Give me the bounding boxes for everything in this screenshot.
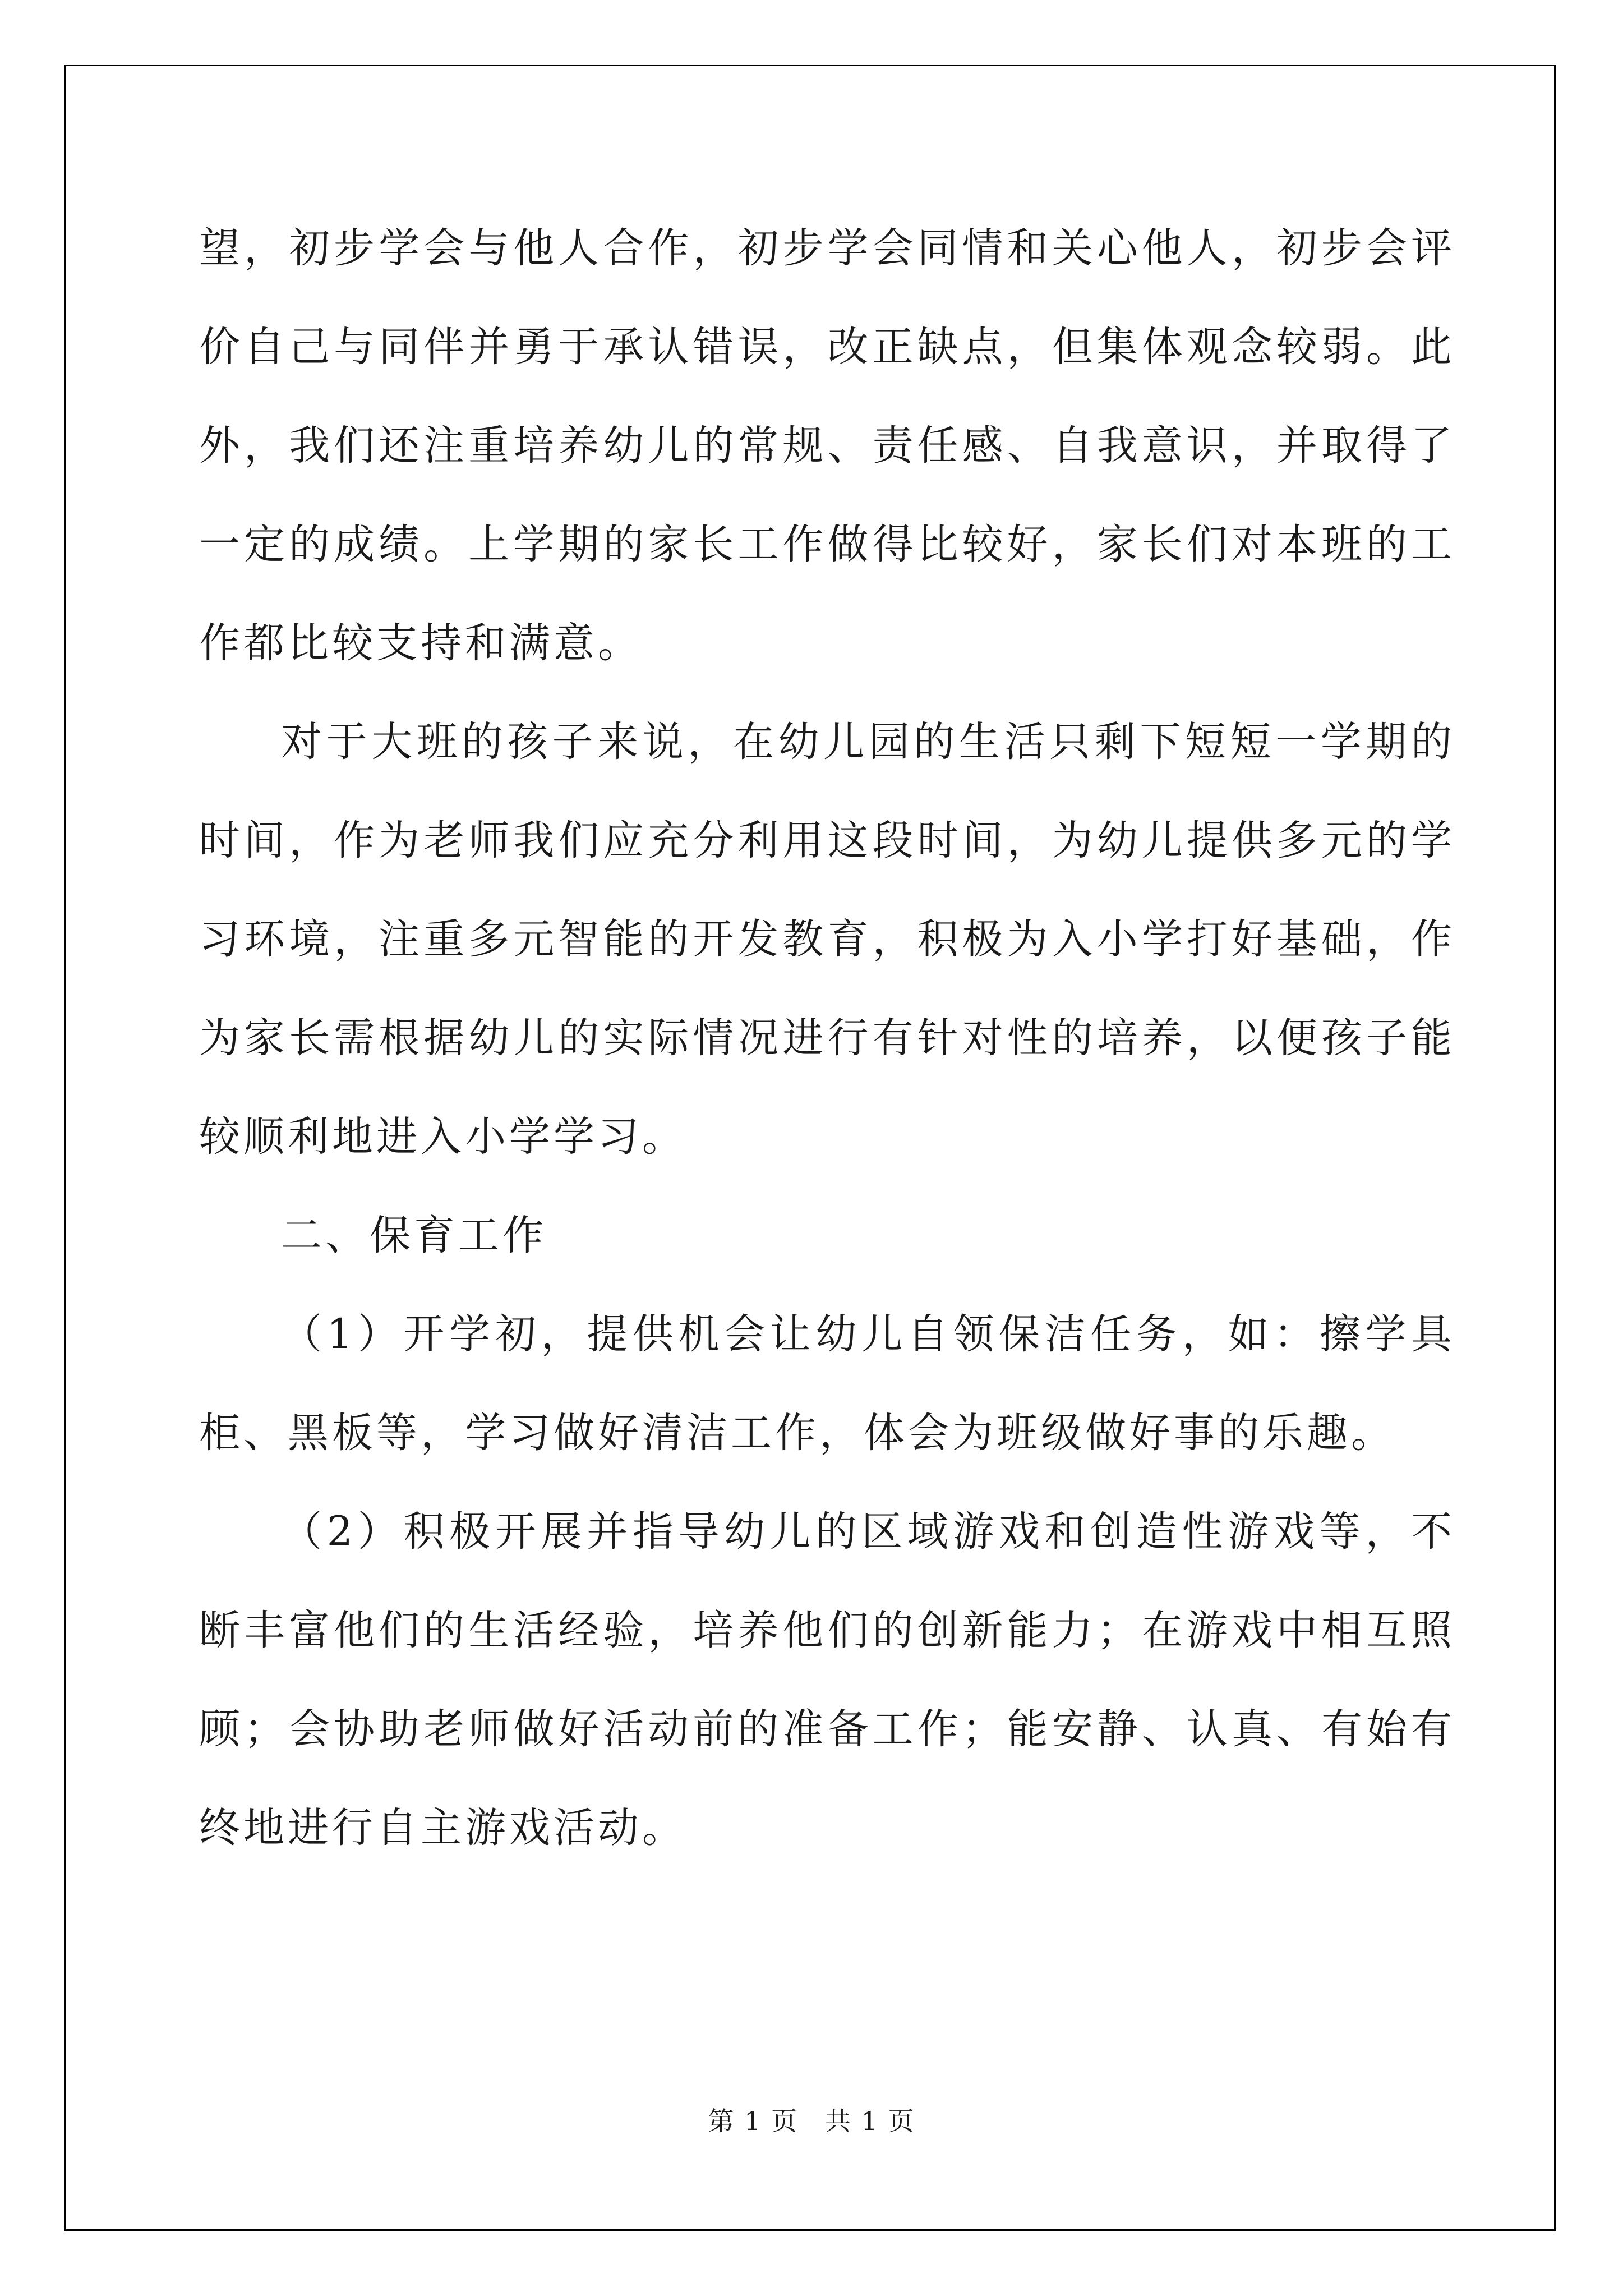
paragraph-senior-class-goals: 对于大班的孩子来说，在幼儿园的生活只剩下短短一学期的时间，作为老师我们应充分利用这段时间，为幼儿提供多元的学习环境，注重多元智能的开发教育，积极为入小学打好基础，作为家长需根据幼儿的实际情况进行有针对性的培养，以便孩子能较顺利地进入小学学习。 [199, 718, 1455, 1161]
document-body [199, 199, 1455, 1878]
section-heading-care-work: 二、保育工作 [281, 1212, 547, 1259]
paragraph-item-1-cleaning: （1）开学初，提供机会让幼儿自领保洁任务，如：擦学具柜、黑板等，学习做好清洁工作，体会为班级做好事的乐趣。 [199, 1310, 1455, 1457]
paragraph-previous-semester-summary: 望，初步学会与他人合作，初步学会同情和关心他人，初步会评价自己与同伴并勇于承认错误，改正缺点，但集体观念较弱。此外，我们还注重培养幼儿的常规、责任感、自我意识，并取得了一定的成绩。上学期的家长工作做得比较好，家长们对本班的工作都比较支持和满意。 [199, 224, 1455, 667]
page-number-footer: 第 1 页 共 1 页 [708, 2106, 915, 2136]
paragraph-item-2-games: （2）积极开展并指导幼儿的区域游戏和创造性游戏等，不断丰富他们的生活经验，培养他们的创新能力；在游戏中相互照顾；会协助老师做好活动前的准备工作；能安静、认真、有始有终地进行自主游戏活动。 [199, 1508, 1455, 1852]
